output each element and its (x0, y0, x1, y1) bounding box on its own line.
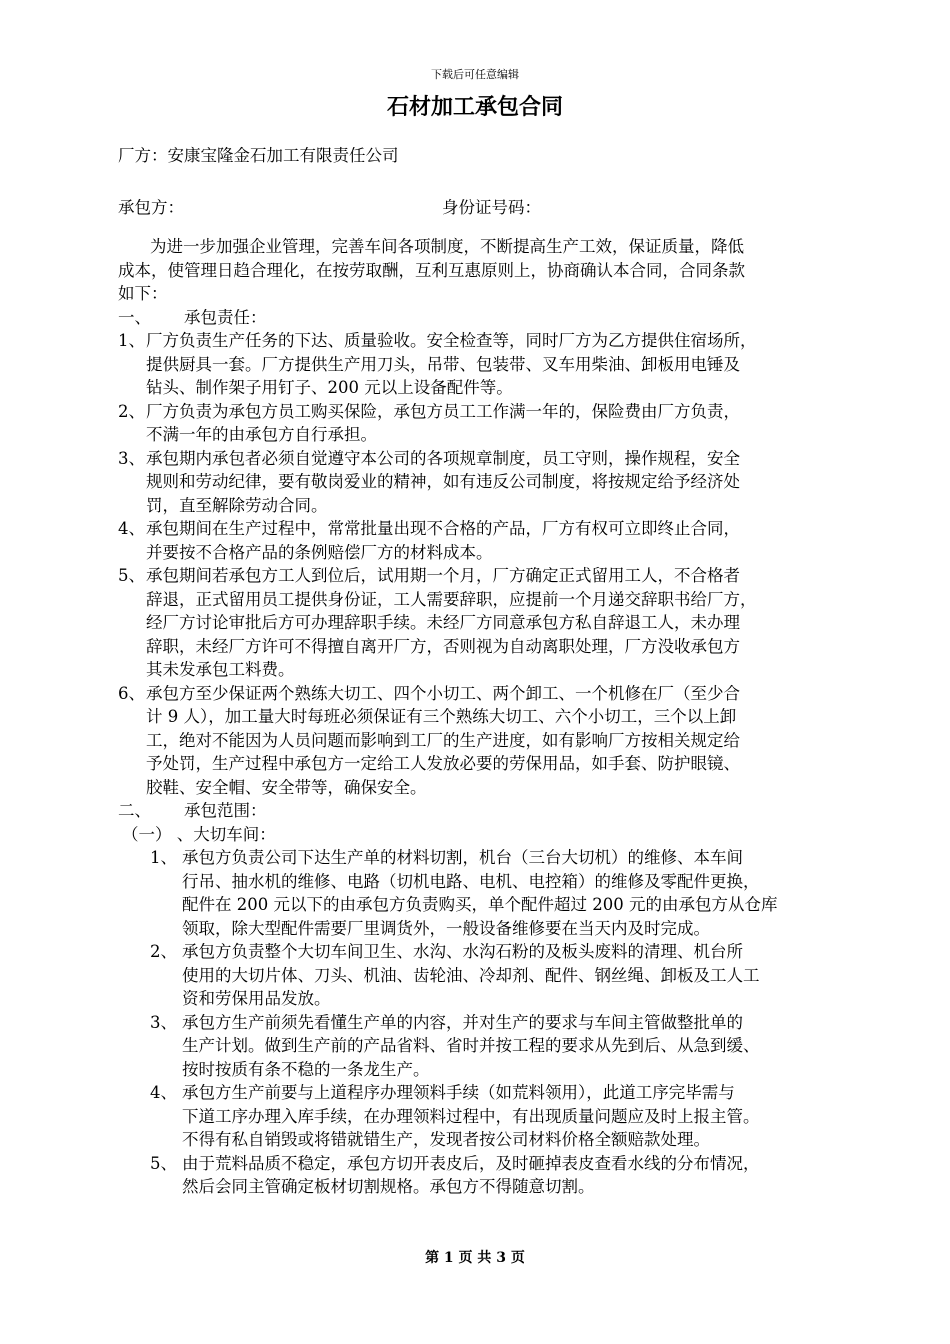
contract-body (118, 235, 863, 1199)
scope-line: 配件在 200 元以下的由承包方负责购买，单个配件超过 200 元的由承包方从仓库 (182, 895, 778, 914)
clause-line: 罚，直至解除劳动合同。 (146, 495, 328, 515)
header-note: 下载后可任意编辑 (431, 68, 519, 81)
scope-line: 承包方负责整个大切车间卫生、水沟、水沟石粉的及板头废料的清理、机台所 (182, 942, 743, 961)
section-number: 二、 (118, 801, 151, 820)
clause-5 (118, 564, 863, 682)
clause-number: 5、 (118, 566, 145, 585)
clause-line: 承包方至少保证两个熟练大切工、四个小切工、两个卸工、一个机修在厂（至少合 (146, 683, 740, 703)
clause-line: 不满一年的由承包方自行承担。 (146, 425, 377, 444)
page-footer: 第 1 页 共 3 页 (425, 1250, 525, 1266)
scope-line: 资和劳保用品发放。 (182, 989, 331, 1008)
scope-line: 按时按质有条不稳的一条龙生产。 (182, 1059, 430, 1079)
clause-line: 辞退，正式留用员工提供身份证，工人需要辞职，应提前一个月递交辞职书给厂方， (146, 589, 757, 609)
clause-number: 3、 (118, 448, 145, 468)
document-title: 石材加工承包合同 (386, 94, 563, 120)
clause-line: 工，绝对不能因为人员问题而影响到工厂的生产进度，如有影响厂方按相关规定给 (146, 730, 740, 750)
section-number: 一、 (118, 307, 151, 327)
clause-2 (118, 400, 863, 447)
clause-line: 厂方负责生产任务的下达、质量验收。安全检查等，同时厂方为乙方提供住宿场所， (146, 331, 757, 350)
clause-line: 并要按不合格产品的条例赔偿厂方的材料成本。 (146, 542, 493, 562)
factory-line: 厂方：安康宝隆金石加工有限责任公司 (118, 146, 399, 165)
scope-item-4 (118, 1081, 863, 1152)
clause-line: 辞职，未经厂方许可不得擅自离开厂方，否则视为自动离职处理，厂方没收承包方 (146, 636, 740, 656)
scope-line: 行吊、抽水机的维修、电路（切机电路、电机、电控箱）的维修及零配件更换， (182, 871, 760, 891)
clause-number: 1、 (118, 331, 145, 350)
clause-line: 经厂方讨论审批后方可办理辞职手续。未经厂方同意承包方私自辞退工人，未办理 (146, 613, 740, 632)
scope-line: 承包方生产前须先看懂生产单的内容，并对生产的要求与车间主管做整批单的 (182, 1012, 743, 1032)
scope-line: 承包方负责公司下达生产单的材料切割，机台（三台大切机）的维修、本车间 (182, 848, 743, 867)
scope-line: 生产计划。做到生产前的产品省料、省时并按工程的要求从先到后、从急到缓、 (182, 1036, 760, 1055)
scope-line: 然后会同主管确定板材切割规格。承包方不得随意切割。 (182, 1177, 595, 1196)
scope-line: 不得有私自销毁或将错就错生产，发现者按公司材料价格全额赔款处理。 (182, 1130, 710, 1149)
clause-number: 6、 (118, 683, 145, 703)
scope-number: 5、 (150, 1153, 177, 1173)
section-2-heading (118, 799, 863, 823)
clause-line: 计 9 人），加工量大时每班必须保证有三个熟练大切工、六个小切工，三个以上卸 (146, 707, 737, 726)
clause-4 (118, 517, 863, 564)
intro-line: 如下： (118, 284, 168, 303)
scope-item-3 (118, 1011, 863, 1082)
scope-line: 领取，除大型配件需要厂里调货外，一般设备维修要在当天内及时完成。 (182, 918, 710, 938)
scope-item-1 (118, 846, 863, 940)
clause-line: 予处罚，生产过程中承包方一定给工人发放必要的劳保用品，如手套、防护眼镜、 (146, 754, 740, 773)
scope-line: 使用的大切片体、刀头、机油、齿轮油、冷却剂、配件、钢丝绳、卸板及工人工 (182, 965, 760, 985)
clause-line: 胶鞋、安全帽、安全带等，确保安全。 (146, 777, 427, 797)
clause-number: 4、 (118, 519, 145, 538)
clause-3 (118, 447, 863, 518)
intro-line: 成本，使管理日趋合理化，在按劳取酬，互利互惠原则上，协商确认本合同，合同条款 (118, 260, 745, 280)
scope-item-5 (118, 1152, 863, 1199)
clause-line: 承包期间若承包方工人到位后，试用期一个月，厂方确定正式留用工人，不合格者 (146, 566, 740, 585)
scope-line: 下道工序办理入库手续，在办理领料过程中，有出现质量问题应及时上报主管。 (182, 1106, 760, 1126)
id-number-label: 身份证号码： (442, 198, 541, 217)
clause-1 (118, 329, 863, 400)
clause-line: 厂方负责为承包方员工购买保险，承包方员工工作满一年的，保险费由厂方负责， (146, 401, 740, 421)
clause-line: 提供厨具一套。厂方提供生产用刀头，吊带、包装带、叉车用柴油、卸板用电锤及 (146, 354, 740, 374)
clause-line: 规则和劳动纪律，要有敬岗爱业的精神，如有违反公司制度，将按规定给予经济处 (146, 472, 740, 491)
scope-number: 1、 (150, 848, 177, 867)
subsection-heading: （一） 、大切车间： (122, 824, 276, 844)
section-title: 承包范围： (184, 801, 267, 820)
scope-line: 承包方生产前要与上道程序办理领料手续（如荒料领用），此道工序完毕需与 (182, 1083, 735, 1102)
contractor-label: 承包方： (118, 198, 184, 217)
clause-number: 2、 (118, 401, 145, 421)
section-1-heading (118, 306, 863, 330)
clause-line: 钻头、制作架子用钉子、200 元以上设备配件等。 (146, 378, 513, 397)
scope-number: 3、 (150, 1012, 177, 1032)
intro-line: 为进一步加强企业管理，完善车间各项制度，不断提高生产工效，保证质量，降低 (150, 237, 744, 256)
scope-number: 2、 (150, 942, 177, 961)
clause-line: 承包期间在生产过程中，常常批量出现不合格的产品，厂方有权可立即终止合同， (146, 519, 740, 538)
scope-line: 由于荒料品质不稳定，承包方切开表皮后，及时砸掉表皮查看水线的分布情况， (182, 1153, 760, 1173)
clause-line: 承包期内承包者必须自觉遵守本公司的各项规章制度，员工守则，操作规程，安全 (146, 448, 740, 468)
clause-6 (118, 682, 863, 800)
scope-item-2 (118, 940, 863, 1011)
scope-number: 4、 (150, 1083, 177, 1102)
clause-line: 其未发承包工料费。 (146, 660, 295, 679)
section-title: 承包责任： (184, 307, 267, 327)
